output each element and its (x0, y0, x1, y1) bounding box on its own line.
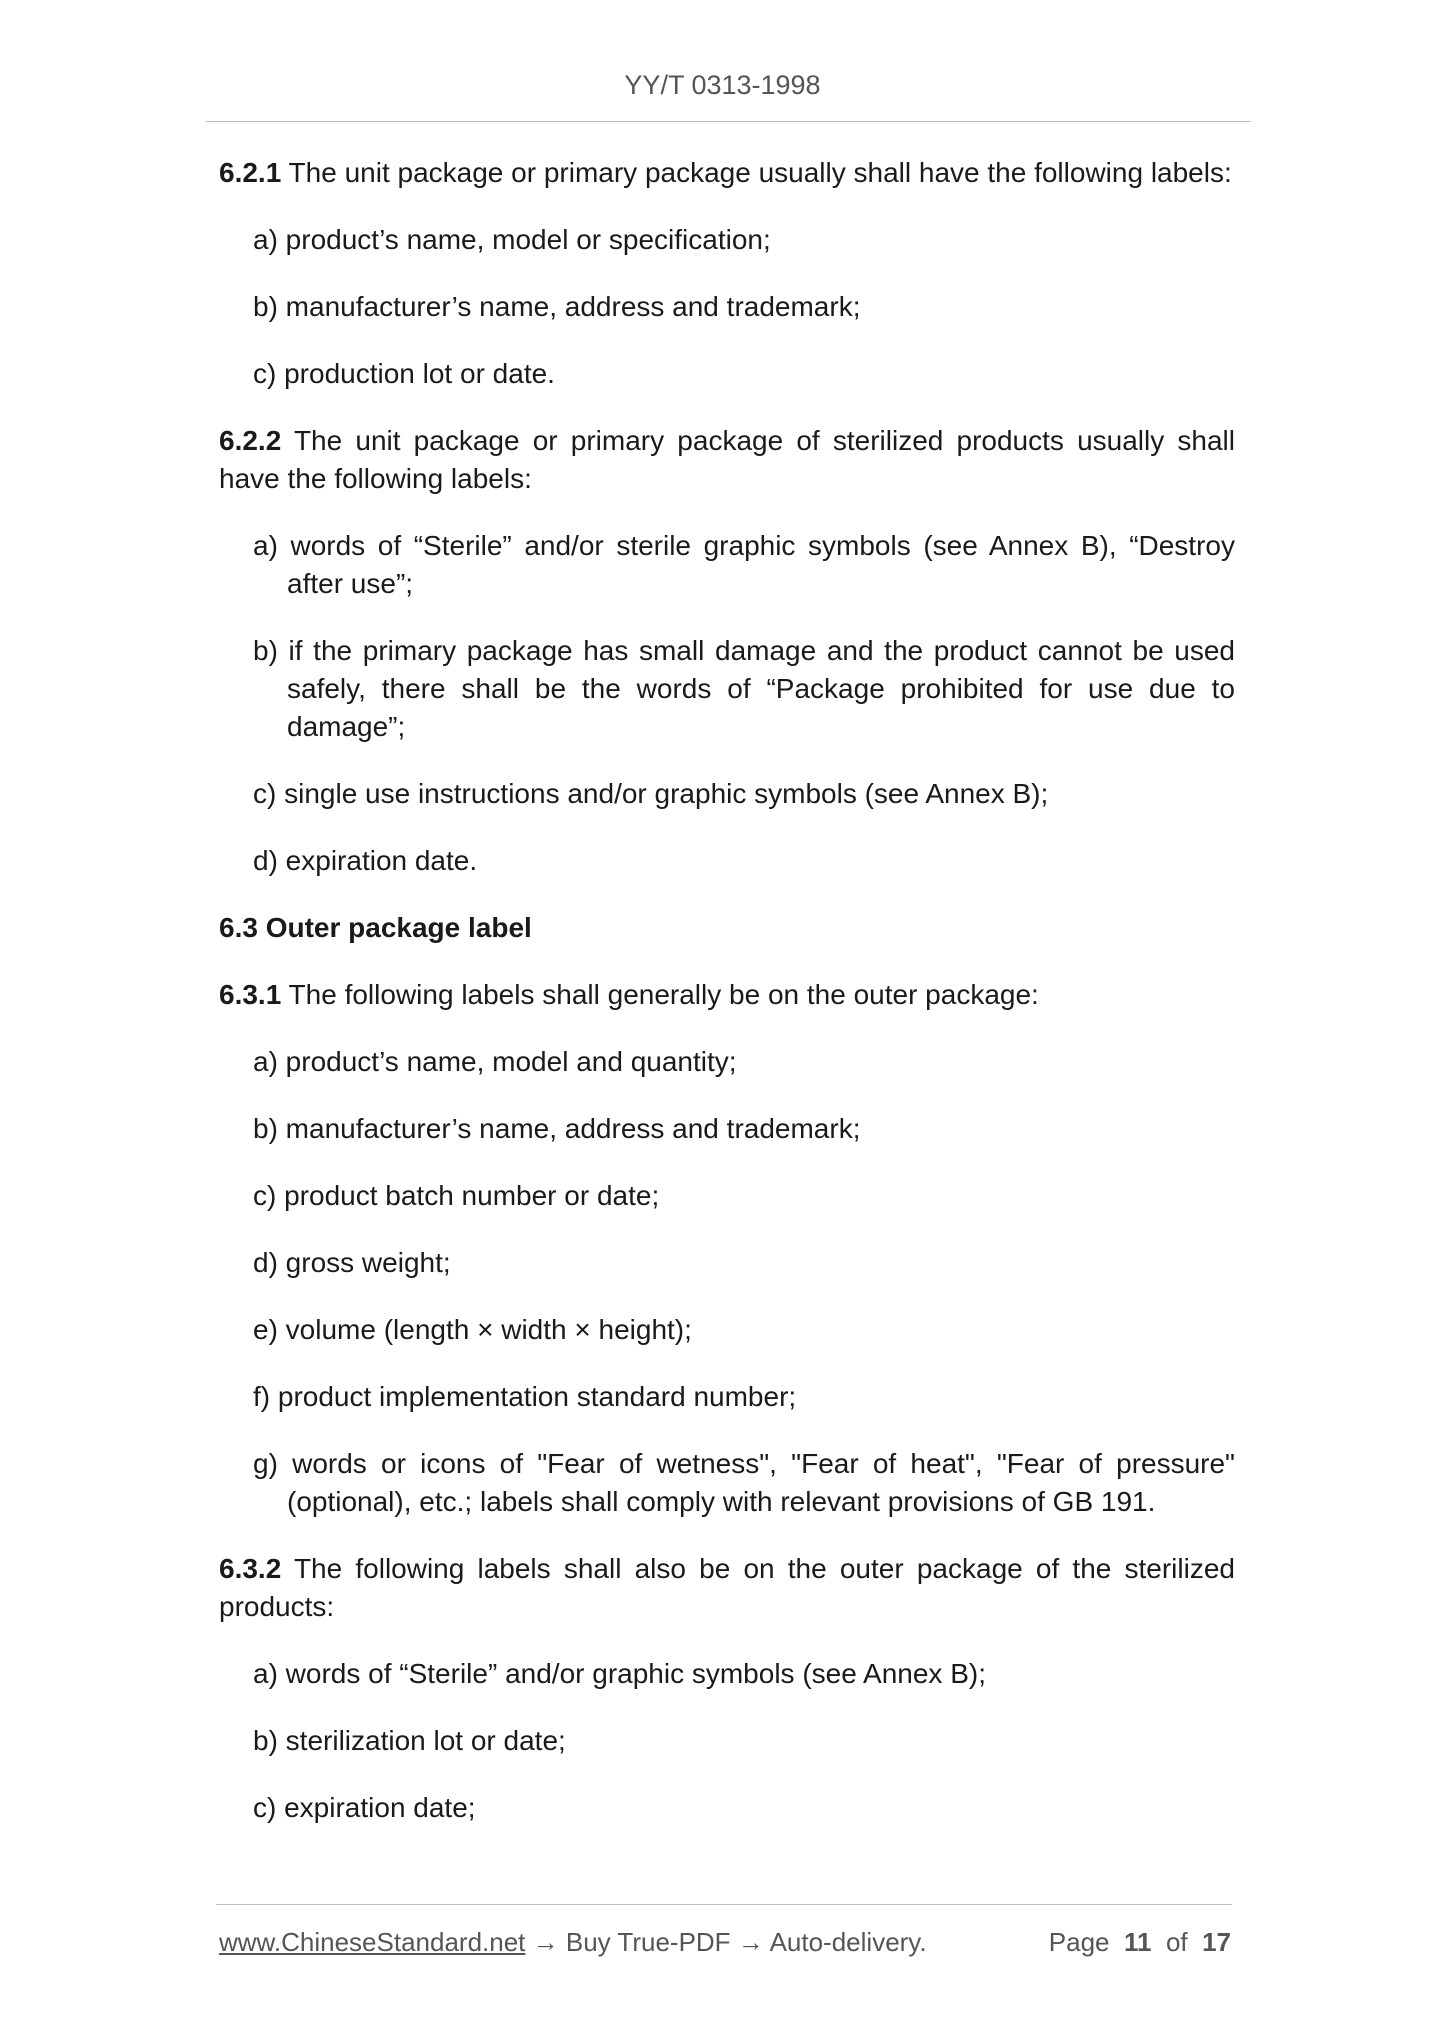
of-label: of (1165, 1927, 1188, 1957)
page-total: 17 (1202, 1927, 1231, 1957)
list-item: b) manufacturer’s name, address and trademark; (253, 1113, 861, 1144)
list-item: b) if the primary package has small damage and the product cannot be used safely, there shall be the words of “Package prohibited for use due to damage”; (253, 635, 1235, 742)
website-link[interactable]: www.ChineseStandard.net (219, 1927, 526, 1957)
list-item: e) volume (length × width × height); (253, 1314, 692, 1345)
footer-tagline: → Buy True-PDF → Auto-delivery. (525, 1927, 927, 1957)
header-divider (206, 121, 1251, 122)
clause-number: 6.3.1 (219, 979, 282, 1010)
clause-6-2-1 (219, 154, 1235, 192)
list-item: b) sterilization lot or date; (253, 1725, 566, 1756)
list-item: b) manufacturer’s name, address and trademark; (253, 291, 861, 322)
clause-number: 6.3.2 (219, 1553, 282, 1584)
list-item: d) expiration date. (253, 845, 478, 876)
page-current: 11 (1123, 1927, 1152, 1957)
list-item: a) product’s name, model or specification; (253, 224, 771, 255)
list-item: d) gross weight; (253, 1247, 451, 1278)
list-item: f) product implementation standard number; (253, 1381, 797, 1412)
page-number (1049, 1925, 1231, 1959)
list-item: c) single use instructions and/or graphic symbols (see Annex B); (253, 778, 1049, 809)
list-item: a) product’s name, model and quantity; (253, 1046, 737, 1077)
section-heading-6-3: 6.3 Outer package label (219, 912, 532, 943)
page-footer (219, 1925, 1231, 1959)
clause-6-2-2 (219, 422, 1235, 498)
list-item: c) production lot or date. (253, 358, 555, 389)
list-item: c) product batch number or date; (253, 1180, 660, 1211)
list-item: a) words of “Sterile” and/or graphic symbols (see Annex B); (253, 1658, 986, 1689)
clause-text: The unit package or primary package of sterilized products usually shall have the following labels: (219, 425, 1235, 494)
clause-number: 6.2.1 (219, 157, 282, 188)
clause-text: The unit package or primary package usually shall have the following labels: (281, 157, 1232, 188)
clause-6-3-2 (219, 1550, 1235, 1626)
clause-number: 6.2.2 (219, 425, 282, 456)
footer-divider (216, 1904, 1232, 1905)
document-id-header: YY/T 0313-1998 (624, 70, 821, 100)
page-label: Page (1048, 1927, 1110, 1957)
page-content (219, 154, 1235, 1856)
list-item: c) expiration date; (253, 1792, 476, 1823)
clause-text: The following labels shall also be on the outer package of the sterilized products: (219, 1553, 1235, 1622)
list-item: a) words of “Sterile” and/or sterile graphic symbols (see Annex B), “Destroy after use”; (253, 530, 1235, 599)
clause-6-3-1 (219, 976, 1235, 1014)
list-item: g) words or icons of "Fear of wetness", "Fear of heat", "Fear of pressure" (optional), etc.; labels shall comply with relevant provisions of GB 191. (253, 1448, 1235, 1517)
clause-text: The following labels shall generally be on the outer package: (281, 979, 1039, 1010)
